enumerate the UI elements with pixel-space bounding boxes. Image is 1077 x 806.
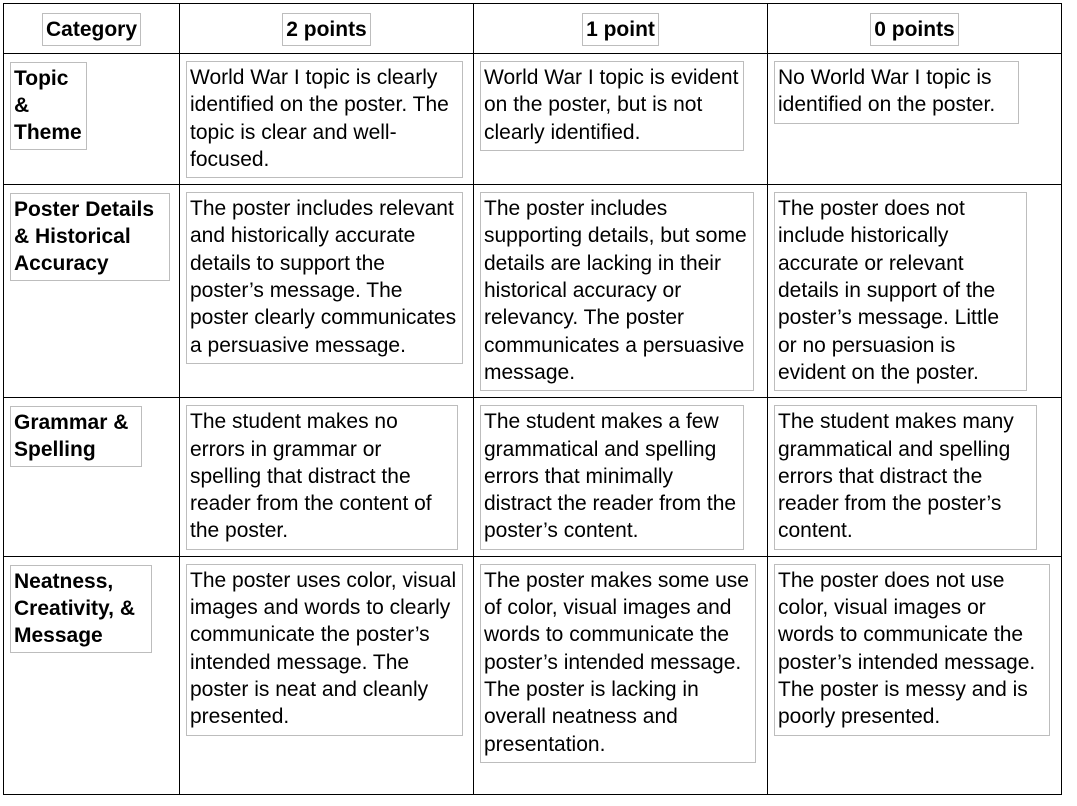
table-row-topic-theme: [4, 54, 1062, 185]
header-cell-0-points: [768, 4, 1062, 54]
criteria-cell-2-points: [180, 398, 474, 556]
criteria-text: The poster makes some use of color, visual images and words to communicate the poster’s intended message. The poster is lacking in overall neatness and presentation.: [480, 564, 756, 763]
table-row-neatness-creativity: [4, 556, 1062, 794]
criteria-cell-0-points: [768, 185, 1062, 398]
header-cell-2-points: [180, 4, 474, 54]
table-row-grammar-spelling: [4, 398, 1062, 556]
criteria-cell-2-points: [180, 556, 474, 794]
criteria-text: The student makes many grammatical and spelling errors that distract the reader from the poster’s content.: [774, 405, 1037, 549]
criteria-cell-0-points: [768, 556, 1062, 794]
criteria-text: The poster uses color, visual images and words to clearly communicate the poster’s intended message. The poster is neat and cleanly presented.: [186, 564, 463, 736]
criteria-cell-1-point: [474, 556, 768, 794]
category-label: Grammar & Spelling: [10, 406, 142, 467]
rubric-table: [3, 3, 1062, 795]
criteria-cell-0-points: [768, 54, 1062, 185]
criteria-text: The poster does not include historically accurate or relevant details in support of the poster’s message. Little or no persuasion is evident on the poster.: [774, 192, 1027, 391]
header-cell-category: [4, 4, 180, 54]
category-cell: [4, 556, 180, 794]
header-cell-1-point: [474, 4, 768, 54]
header-2-points: 2 points: [282, 13, 371, 46]
criteria-cell-1-point: [474, 398, 768, 556]
criteria-text: The poster includes relevant and historically accurate details to support the poster’s message. The poster clearly communicates a persuasive message.: [186, 192, 463, 364]
criteria-cell-2-points: [180, 185, 474, 398]
category-label: Neatness, Creativity, & Message: [10, 565, 152, 653]
table-row-poster-details: [4, 185, 1062, 398]
criteria-text: World War I topic is clearly identified on the poster. The topic is clear and well-focused.: [186, 61, 463, 178]
header-0-points: 0 points: [870, 13, 959, 46]
criteria-text: The student makes a few grammatical and spelling errors that minimally distract the reader from the poster’s content.: [480, 405, 744, 549]
category-label: Topic & Theme: [10, 62, 87, 150]
category-cell: [4, 54, 180, 185]
criteria-cell-0-points: [768, 398, 1062, 556]
category-cell: [4, 185, 180, 398]
criteria-cell-1-point: [474, 54, 768, 185]
criteria-cell-1-point: [474, 185, 768, 398]
criteria-text: The poster includes supporting details, but some details are lacking in their historical accuracy or relevancy. The poster communicates a persuasive message.: [480, 192, 754, 391]
criteria-text: The student makes no errors in grammar or spelling that distract the reader from the content of the poster.: [186, 405, 458, 549]
criteria-text: No World War I topic is identified on the poster.: [774, 61, 1019, 124]
category-label: Poster Details & Historical Accuracy: [10, 193, 170, 281]
header-category: Category: [42, 13, 141, 46]
header-1-point: 1 point: [582, 13, 659, 46]
category-cell: [4, 398, 180, 556]
criteria-text: World War I topic is evident on the poster, but is not clearly identified.: [480, 61, 744, 151]
criteria-text: The poster does not use color, visual images or words to communicate the poster’s intended message. The poster is messy and is poorly presented.: [774, 564, 1050, 736]
criteria-cell-2-points: [180, 54, 474, 185]
header-row: [4, 4, 1062, 54]
